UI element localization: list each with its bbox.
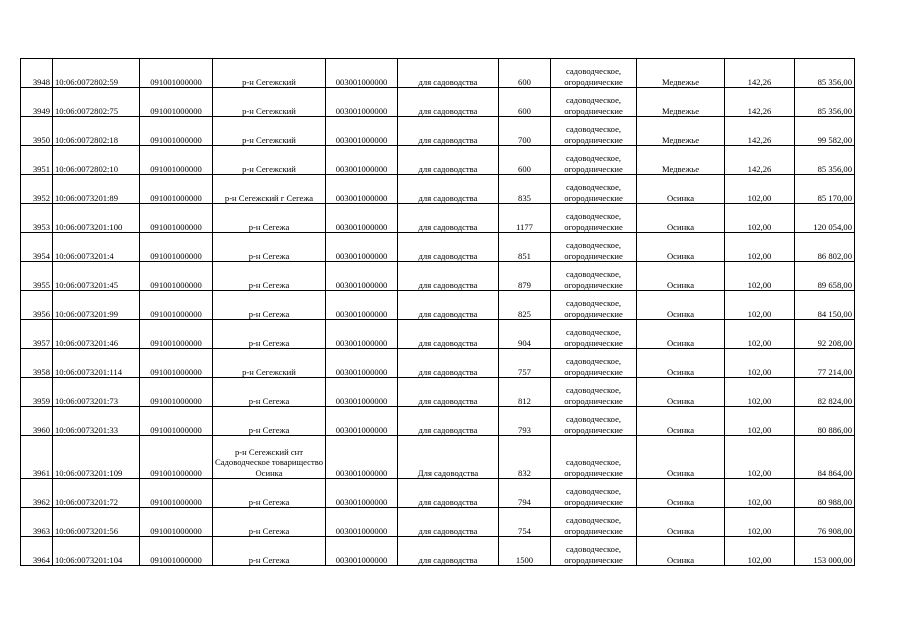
address-cell: р-н Сегежа [213, 407, 326, 436]
permitted-use-cell: для садоводства [398, 146, 499, 175]
category-cell: садоводческое, огороднические [551, 146, 637, 175]
category-cell: садоводческое, огороднические [551, 320, 637, 349]
cadastral-value-cell: 77 214,00 [795, 349, 855, 378]
oktmo-code-cell: 003001000000 [326, 436, 398, 479]
specific-value-cell: 102,00 [725, 349, 795, 378]
okato-code-cell: 091001000000 [140, 291, 213, 320]
area-cell: 1500 [499, 537, 551, 566]
locality-cell: Осинка [637, 262, 725, 291]
permitted-use-cell: для садоводства [398, 204, 499, 233]
specific-value-cell: 102,00 [725, 436, 795, 479]
permitted-use-cell: для садоводства [398, 117, 499, 146]
oktmo-code-cell: 003001000000 [326, 59, 398, 88]
okato-code-cell: 091001000000 [140, 508, 213, 537]
specific-value-cell: 102,00 [725, 262, 795, 291]
locality-cell: Осинка [637, 436, 725, 479]
cadastral-value-cell: 84 150,00 [795, 291, 855, 320]
row-number-cell: 3949 [21, 88, 53, 117]
locality-cell: Осинка [637, 320, 725, 349]
area-cell: 600 [499, 88, 551, 117]
cadastral-number-cell: 10:06:0073201:89 [53, 175, 140, 204]
category-cell: садоводческое, огороднические [551, 291, 637, 320]
area-cell: 757 [499, 349, 551, 378]
oktmo-code-cell: 003001000000 [326, 262, 398, 291]
row-number-cell: 3957 [21, 320, 53, 349]
area-cell: 832 [499, 436, 551, 479]
locality-cell: Осинка [637, 175, 725, 204]
row-number-cell: 3953 [21, 204, 53, 233]
category-cell: садоводческое, огороднические [551, 349, 637, 378]
locality-cell: Осинка [637, 291, 725, 320]
locality-cell: Осинка [637, 407, 725, 436]
row-number-cell: 3964 [21, 537, 53, 566]
oktmo-code-cell: 003001000000 [326, 291, 398, 320]
area-cell: 851 [499, 233, 551, 262]
okato-code-cell: 091001000000 [140, 146, 213, 175]
okato-code-cell: 091001000000 [140, 59, 213, 88]
address-cell: р-н Сегежский [213, 146, 326, 175]
locality-cell: Осинка [637, 378, 725, 407]
oktmo-code-cell: 003001000000 [326, 479, 398, 508]
specific-value-cell: 102,00 [725, 233, 795, 262]
area-cell: 825 [499, 291, 551, 320]
address-cell: р-н Сегежа [213, 291, 326, 320]
category-cell: садоводческое, огороднические [551, 407, 637, 436]
cadastral-value-cell: 84 864,00 [795, 436, 855, 479]
cadastral-value-cell: 153 000,00 [795, 537, 855, 566]
row-number-cell: 3959 [21, 378, 53, 407]
oktmo-code-cell: 003001000000 [326, 349, 398, 378]
cadastral-value-cell: 85 356,00 [795, 146, 855, 175]
okato-code-cell: 091001000000 [140, 436, 213, 479]
area-cell: 754 [499, 508, 551, 537]
permitted-use-cell: для садоводства [398, 479, 499, 508]
permitted-use-cell: для садоводства [398, 537, 499, 566]
oktmo-code-cell: 003001000000 [326, 537, 398, 566]
row-number-cell: 3962 [21, 479, 53, 508]
row-number-cell: 3954 [21, 233, 53, 262]
oktmo-code-cell: 003001000000 [326, 508, 398, 537]
category-cell: садоводческое, огороднические [551, 537, 637, 566]
permitted-use-cell: для садоводства [398, 233, 499, 262]
address-cell: р-н Сегежский [213, 117, 326, 146]
cadastral-value-cell: 80 988,00 [795, 479, 855, 508]
address-cell: р-н Сегежа [213, 537, 326, 566]
cadastral-number-cell: 10:06:0073201:56 [53, 508, 140, 537]
oktmo-code-cell: 003001000000 [326, 204, 398, 233]
locality-cell: Медвежье [637, 117, 725, 146]
row-number-cell: 3960 [21, 407, 53, 436]
oktmo-code-cell: 003001000000 [326, 175, 398, 204]
oktmo-code-cell: 003001000000 [326, 88, 398, 117]
cadastral-value-cell: 85 356,00 [795, 59, 855, 88]
row-number-cell: 3956 [21, 291, 53, 320]
cadastral-value-cell: 85 356,00 [795, 88, 855, 117]
address-cell: р-н Сегежский [213, 59, 326, 88]
specific-value-cell: 102,00 [725, 378, 795, 407]
area-cell: 793 [499, 407, 551, 436]
specific-value-cell: 102,00 [725, 407, 795, 436]
address-cell: р-н Сегежа [213, 262, 326, 291]
permitted-use-cell: для садоводства [398, 88, 499, 117]
area-cell: 794 [499, 479, 551, 508]
cadastral-number-cell: 10:06:0073201:73 [53, 378, 140, 407]
cadastral-number-cell: 10:06:0073201:4 [53, 233, 140, 262]
specific-value-cell: 142,26 [725, 146, 795, 175]
specific-value-cell: 102,00 [725, 175, 795, 204]
specific-value-cell: 102,00 [725, 320, 795, 349]
area-cell: 600 [499, 59, 551, 88]
area-cell: 904 [499, 320, 551, 349]
cadastral-value-cell: 99 582,00 [795, 117, 855, 146]
locality-cell: Осинка [637, 204, 725, 233]
okato-code-cell: 091001000000 [140, 233, 213, 262]
okato-code-cell: 091001000000 [140, 204, 213, 233]
address-cell: р-н Сегежа [213, 204, 326, 233]
permitted-use-cell: для садоводства [398, 508, 499, 537]
locality-cell: Осинка [637, 537, 725, 566]
area-cell: 835 [499, 175, 551, 204]
cadastral-number-cell: 10:06:0072802:18 [53, 117, 140, 146]
address-cell: р-н Сегежский [213, 88, 326, 117]
cadastral-value-cell: 120 054,00 [795, 204, 855, 233]
category-cell: садоводческое, огороднические [551, 59, 637, 88]
oktmo-code-cell: 003001000000 [326, 378, 398, 407]
row-number-cell: 3952 [21, 175, 53, 204]
specific-value-cell: 142,26 [725, 59, 795, 88]
permitted-use-cell: для садоводства [398, 407, 499, 436]
cadastral-number-cell: 10:06:0073201:104 [53, 537, 140, 566]
address-cell: р-н Сегежа [213, 508, 326, 537]
table-row [21, 59, 855, 88]
table-row [21, 88, 855, 117]
cadastral-value-cell: 85 170,00 [795, 175, 855, 204]
specific-value-cell: 142,26 [725, 88, 795, 117]
specific-value-cell: 102,00 [725, 204, 795, 233]
table-row [21, 204, 855, 233]
area-cell: 600 [499, 146, 551, 175]
address-cell: р-н Сегежа [213, 479, 326, 508]
row-number-cell: 3958 [21, 349, 53, 378]
permitted-use-cell: для садоводства [398, 175, 499, 204]
address-cell: р-н Сегежа [213, 378, 326, 407]
address-cell: р-н Сегежский г Сегежа [213, 175, 326, 204]
cadastral-value-cell: 82 824,00 [795, 378, 855, 407]
table-row [21, 291, 855, 320]
locality-cell: Осинка [637, 508, 725, 537]
cadastral-value-cell: 80 886,00 [795, 407, 855, 436]
cadastral-value-cell: 92 208,00 [795, 320, 855, 349]
area-cell: 1177 [499, 204, 551, 233]
permitted-use-cell: Для садоводства [398, 436, 499, 479]
okato-code-cell: 091001000000 [140, 407, 213, 436]
permitted-use-cell: для садоводства [398, 59, 499, 88]
okato-code-cell: 091001000000 [140, 88, 213, 117]
specific-value-cell: 102,00 [725, 479, 795, 508]
area-cell: 879 [499, 262, 551, 291]
oktmo-code-cell: 003001000000 [326, 320, 398, 349]
cadastral-number-cell: 10:06:0073201:45 [53, 262, 140, 291]
okato-code-cell: 091001000000 [140, 349, 213, 378]
okato-code-cell: 091001000000 [140, 537, 213, 566]
okato-code-cell: 091001000000 [140, 378, 213, 407]
category-cell: садоводческое, огороднические [551, 233, 637, 262]
category-cell: садоводческое, огороднические [551, 378, 637, 407]
row-number-cell: 3961 [21, 436, 53, 479]
locality-cell: Осинка [637, 479, 725, 508]
category-cell: садоводческое, огороднические [551, 88, 637, 117]
address-cell: р-н Сегежа [213, 233, 326, 262]
row-number-cell: 3950 [21, 117, 53, 146]
locality-cell: Медвежье [637, 146, 725, 175]
category-cell: садоводческое, огороднические [551, 204, 637, 233]
table-row [21, 378, 855, 407]
table-row [21, 349, 855, 378]
table-row [21, 407, 855, 436]
table-row [21, 320, 855, 349]
address-cell: р-н Сегежский [213, 349, 326, 378]
address-cell: р-н Сегежский снт Садоводческое товарищество Осинка [213, 436, 326, 479]
locality-cell: Медвежье [637, 88, 725, 117]
cadastral-number-cell: 10:06:0072802:10 [53, 146, 140, 175]
cadastral-number-cell: 10:06:0073201:72 [53, 479, 140, 508]
oktmo-code-cell: 003001000000 [326, 146, 398, 175]
row-number-cell: 3948 [21, 59, 53, 88]
table-row [21, 175, 855, 204]
category-cell: садоводческое, огороднические [551, 262, 637, 291]
specific-value-cell: 142,26 [725, 117, 795, 146]
table-row [21, 508, 855, 537]
locality-cell: Осинка [637, 233, 725, 262]
okato-code-cell: 091001000000 [140, 175, 213, 204]
permitted-use-cell: для садоводства [398, 262, 499, 291]
row-number-cell: 3963 [21, 508, 53, 537]
okato-code-cell: 091001000000 [140, 479, 213, 508]
land-registry-table [20, 58, 855, 566]
area-cell: 812 [499, 378, 551, 407]
cadastral-number-cell: 10:06:0073201:109 [53, 436, 140, 479]
permitted-use-cell: для садоводства [398, 378, 499, 407]
table-row [21, 479, 855, 508]
specific-value-cell: 102,00 [725, 291, 795, 320]
table-row [21, 537, 855, 566]
table-row [21, 233, 855, 262]
category-cell: садоводческое, огороднические [551, 508, 637, 537]
table-row [21, 117, 855, 146]
cadastral-number-cell: 10:06:0072802:59 [53, 59, 140, 88]
cadastral-number-cell: 10:06:0073201:114 [53, 349, 140, 378]
cadastral-number-cell: 10:06:0073201:46 [53, 320, 140, 349]
okato-code-cell: 091001000000 [140, 117, 213, 146]
table-body [21, 59, 855, 566]
permitted-use-cell: для садоводства [398, 320, 499, 349]
permitted-use-cell: для садоводства [398, 291, 499, 320]
address-cell: р-н Сегежа [213, 320, 326, 349]
cadastral-value-cell: 76 908,00 [795, 508, 855, 537]
table-row [21, 262, 855, 291]
specific-value-cell: 102,00 [725, 508, 795, 537]
specific-value-cell: 102,00 [725, 537, 795, 566]
category-cell: садоводческое, огороднические [551, 436, 637, 479]
oktmo-code-cell: 003001000000 [326, 233, 398, 262]
cadastral-number-cell: 10:06:0073201:99 [53, 291, 140, 320]
category-cell: садоводческое, огороднические [551, 175, 637, 204]
category-cell: садоводческое, огороднические [551, 117, 637, 146]
oktmo-code-cell: 003001000000 [326, 117, 398, 146]
row-number-cell: 3951 [21, 146, 53, 175]
category-cell: садоводческое, огороднические [551, 479, 637, 508]
cadastral-number-cell: 10:06:0073201:33 [53, 407, 140, 436]
table-row [21, 146, 855, 175]
oktmo-code-cell: 003001000000 [326, 407, 398, 436]
cadastral-value-cell: 89 658,00 [795, 262, 855, 291]
cadastral-number-cell: 10:06:0072802:75 [53, 88, 140, 117]
locality-cell: Осинка [637, 349, 725, 378]
cadastral-number-cell: 10:06:0073201:100 [53, 204, 140, 233]
okato-code-cell: 091001000000 [140, 262, 213, 291]
table-row [21, 436, 855, 479]
row-number-cell: 3955 [21, 262, 53, 291]
cadastral-value-cell: 86 802,00 [795, 233, 855, 262]
permitted-use-cell: для садоводства [398, 349, 499, 378]
okato-code-cell: 091001000000 [140, 320, 213, 349]
area-cell: 700 [499, 117, 551, 146]
locality-cell: Медвежье [637, 59, 725, 88]
